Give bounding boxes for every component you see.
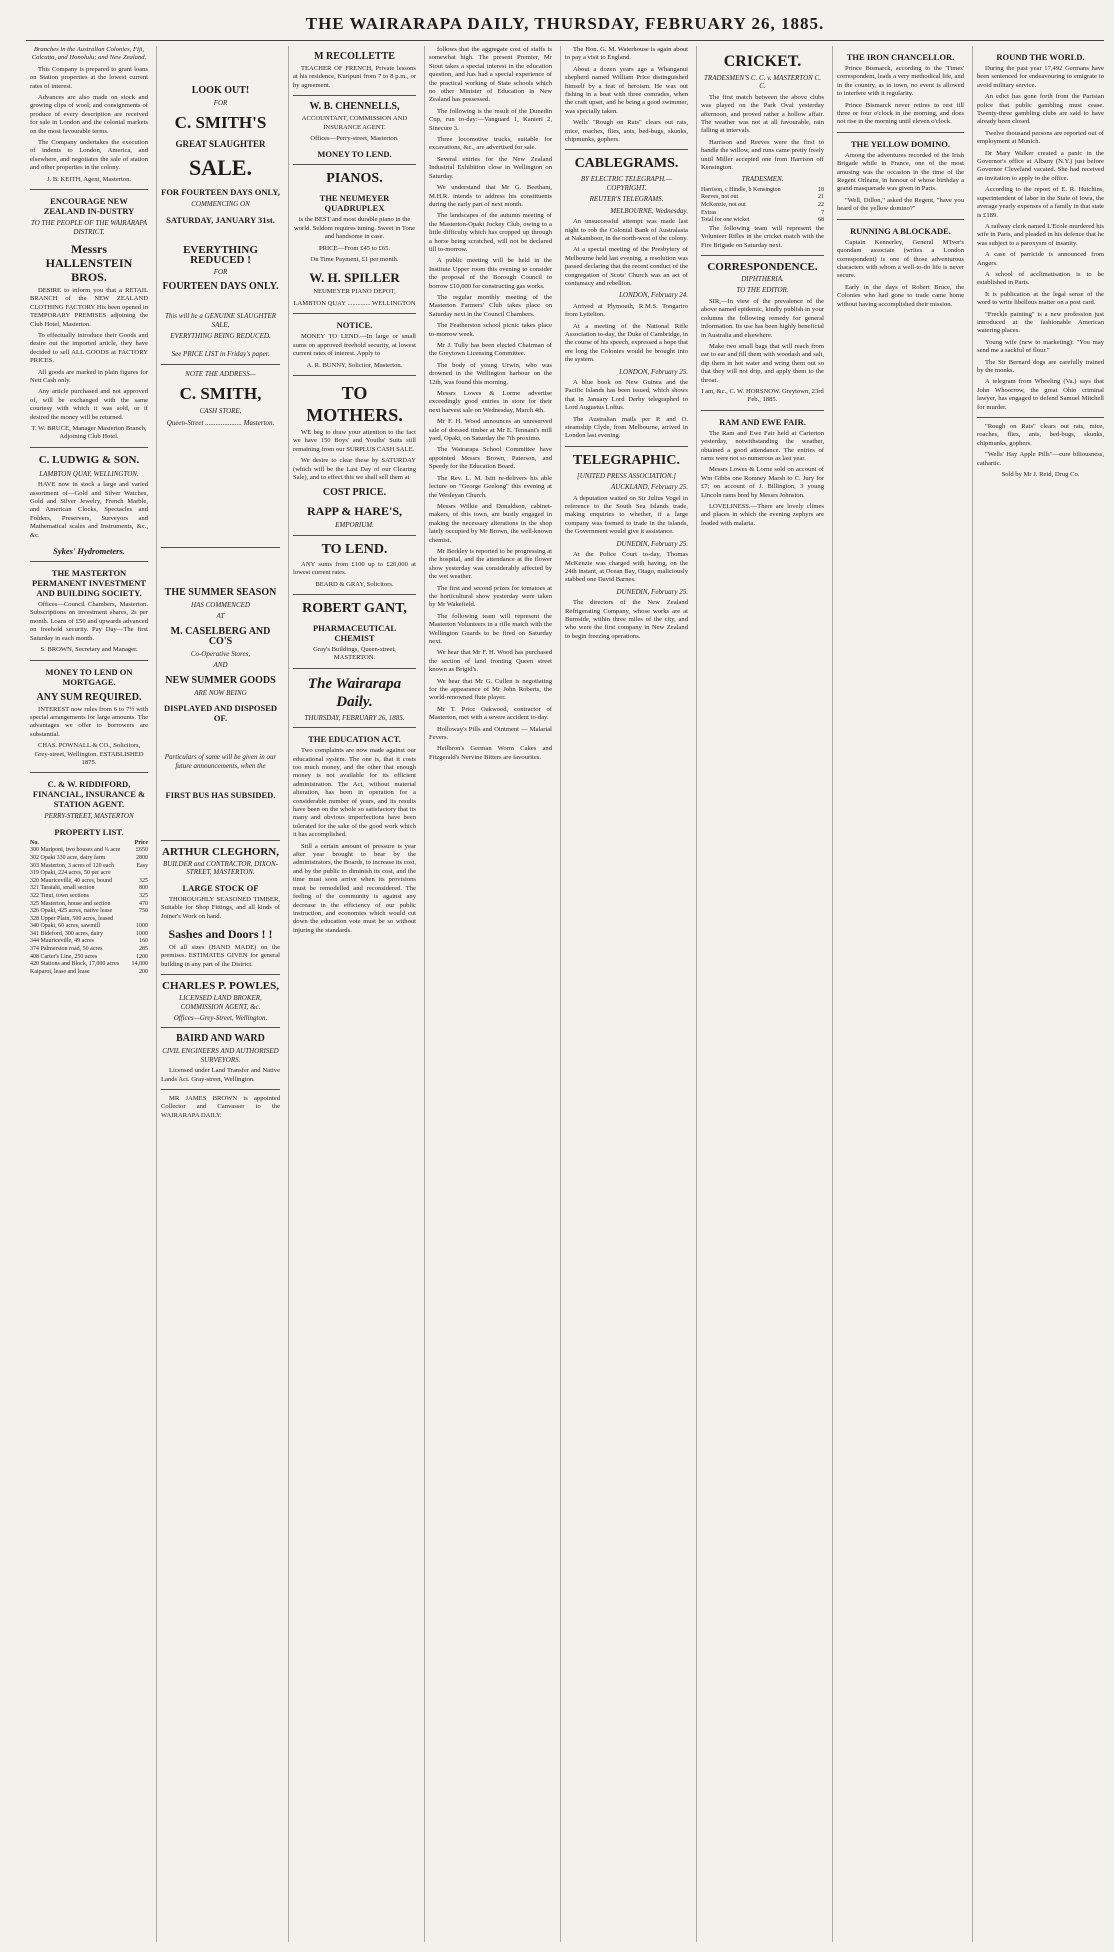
batsman-name: Reeves, not out	[701, 194, 739, 201]
editorial-text-18: The first and second prizes for tomatoes at the horticultural show yesterday were taken by Mr Wakefield.	[429, 584, 552, 609]
to-lend-text: ANY sums from £100 up to £20,000 at lowest current rates.	[293, 560, 416, 577]
property-description: 321 Taratahi, small section	[30, 885, 95, 892]
summer-at: AT	[216, 612, 225, 621]
tally-row	[701, 217, 824, 225]
column-6	[696, 46, 828, 1942]
reuter-label: REUTER'S TELEGRAMS.	[589, 195, 664, 204]
gant-heading: ROBERT GANT,	[302, 600, 407, 616]
hallenstein-text-3: All goods are marked in plain figures for Nett Cash only.	[30, 368, 148, 384]
everything-reduced: EVERYTHING REDUCED !	[183, 243, 258, 266]
property-price: 325	[139, 892, 148, 899]
mothers-heading: TO MOTHERS.	[306, 382, 403, 425]
price-list-text: See PRICE LIST in Friday's paper.	[171, 350, 270, 359]
cash-store: CASH STORE,	[199, 407, 242, 416]
property-description: 300 Mariponi, two houses and ¼ acre	[30, 847, 121, 854]
divider	[30, 772, 148, 773]
edu-act-heading: THE EDUCATION ACT.	[308, 734, 401, 745]
editorial-text-4: Several entries for the New Zealand Industrial Exhibition close in Wellington on Saturday.	[429, 155, 552, 180]
editorial-text-20: We hear that Mr F. H. Wood has purchased the section of land fronting Queen street known as Brigid's.	[429, 649, 552, 674]
edu-text-1: Two complaints are now made against our educational system. The one is, that it costs too much money, and the other that enough money is not available for its efficient administration. The Act, without material alteration, has been in operation for a considerable number of years, and its results have been on the whole so satisfactory that its many and obvious imperfections have been tolerated for the sake of the good work which it has accomplished.	[293, 747, 416, 839]
powles-heading: CHARLES P. POWLES,	[162, 980, 279, 993]
divider	[293, 313, 416, 314]
sale-heading: SALE.	[189, 155, 252, 181]
being-label: ARE NOW BEING	[194, 688, 247, 697]
timber-text: THOROUGHLY SEASONED TIMBER, Suitable for Shop Fittings, and all kinds of Joiner's Work on hand.	[161, 895, 280, 920]
smith-heading: C. SMITH'S	[174, 113, 267, 133]
round-text-3: Twelve thousand persons are reported out of employment at Munich.	[977, 129, 1104, 146]
property-price: 750	[139, 908, 148, 915]
divider	[701, 255, 824, 256]
divider	[30, 189, 148, 190]
property-description: 322 Tinui, town sections	[30, 892, 90, 899]
news-text-3: Wells' "Rough on Rats" clears out rats, mice, roaches, flies, ants, bed-bugs, skunks, chipmunks, gophers.	[565, 119, 688, 144]
editorial-text-12: Messrs Lowes & Lorme advertise exceedingly good entries in store for their next harvest sale on Wednesday, March 4th.	[429, 390, 552, 414]
property-row	[30, 938, 148, 946]
hallenstein-text-4: Any article purchased and not approved of, will be exchanged with the same courtesy with which it was sold, or if desired the money will be returned.	[30, 388, 148, 421]
bruce-signature: T. W. BRUCE, Manager Masterton Branch, Adjoining Club Hotel.	[31, 425, 147, 441]
property-price	[145, 870, 148, 878]
tally-row	[701, 194, 824, 202]
round-text-12: The Sir Bernard dogs are carefully trained by the monks.	[977, 358, 1104, 374]
divider	[565, 149, 688, 150]
cricket-sub: TRADESMEN'S C. C. v. MASTERTON C. C.	[704, 74, 821, 91]
property-row	[30, 893, 148, 901]
divider	[161, 547, 280, 548]
editorial-text-14: The Wairarapa School Committee have appointed Messrs Brown, Paterson, and Speedy for the Education Board.	[429, 446, 552, 471]
editorial-text-22: Mr T. Price Oakwood, contractor of Masterton, met with a severe accident to-day.	[429, 705, 552, 722]
batsman-name: Total for one wicket	[701, 217, 750, 224]
bank-text-2: Advances are also made on stock and growing clips of wool; and consignments of produce of every description are received for sale in London and the colonial markets on the most favourable terms.	[30, 94, 148, 135]
property-price: 285	[139, 946, 148, 953]
rats-advert: "Rough on Rats" clears out rats, mice, roaches, flies, ants, bed-bugs, skunks, chipmunks, gophers.	[977, 423, 1104, 447]
ludwig-heading: C. LUDWIG & SON.	[38, 453, 140, 466]
property-price: 470	[139, 900, 148, 907]
news-text-2: About a dozen years ago a Whanganui shepherd named William Price distinguished himself by a feat of heroism. He was out fishing in a boat with three comrades, when the craft upset, and he being a good swimmer, was specially taken.	[565, 65, 688, 115]
property-header-row	[30, 840, 148, 848]
ram-text: The Ram and Ewe Fair held at Carterton yesterday, notwithstanding the weather, obtained a good attendance. The entries of rams were not so numerous as last year.	[701, 429, 824, 462]
property-row	[30, 969, 148, 977]
property-description: 344 Mauriceville, 49 acres	[30, 938, 94, 945]
for-label-2: FOR	[213, 267, 228, 276]
loveliness-text: LOVELINESS.—There are lovely climes and places in which the evening zephyrs are loaded with malaria.	[701, 503, 824, 527]
caselberg-heading: M. CASELBERG AND CO'S	[170, 625, 271, 647]
and-label: AND	[213, 661, 228, 670]
diphtheria-text-2: Make two small bags that will reach from ear to ear and fill them with woodash and salt, dip them in hot water and wring them out so that they will not drip, and apply them to the throat.	[701, 342, 824, 384]
divider	[837, 132, 964, 133]
column-7	[832, 46, 968, 1942]
property-price: £650	[136, 847, 148, 854]
dunedin-text-2: The directors of the New Zealand Refrigerating Company, whose works are at Burnside, within three miles of the city, and who were the first company in New Zealand to begin freezing operations.	[565, 599, 688, 640]
editorial-text-10: Mr J. Tully has been elected Chairman of the Greytown Licensing Committee.	[429, 342, 552, 358]
sashes-text: Of all sizes (HAND MADE) on the premises. ESTIMATES GIVEN for general building in any part of the District.	[161, 943, 280, 968]
summer-commenced: HAS COMMENCED	[191, 601, 250, 610]
summer-heading: THE SUMMER SEASON	[164, 587, 277, 599]
round-text-8: A school of acclimatisation is to be established in Paris.	[977, 270, 1104, 287]
divider	[293, 668, 416, 669]
property-row	[30, 878, 148, 886]
paper-title: The Wairarapa Daily.	[307, 675, 402, 710]
spiller-heading: W. H. SPILLER	[309, 270, 400, 286]
quadruplex-heading: THE NEUMEYER QUADRUPLEX	[319, 193, 390, 214]
diphtheria-text: SIR,—In view of the prevalence of the above named epidemic, kindly publish in your columns the following remedy for general information. Its use has been highly beneficial in Australia and elsewhere.	[701, 297, 824, 339]
cost-price-heading: COST PRICE.	[322, 487, 387, 499]
divider	[837, 219, 964, 220]
time-payment-text: On Time Payment, £1 per month.	[310, 256, 399, 264]
ludwig-text: HAVE now in stock a large and varied assortment of—Gold and Silver Watches, Gold and Silver Jewelry, French Marble, and American Clocks, Spectacles and Folders, Preservers, Surveyors and Mathematical scales and Instruments, &c., &c.	[30, 481, 148, 539]
sykes-heading: Sykes' Hydrometers.	[53, 546, 125, 557]
cleghorn-heading: ARTHUR CLEGHORN,	[162, 845, 279, 858]
editorial-text-15: The Rev. L. M. Isitt re-delivers his able lecture on "George Geelong" this evening at the Wesleyan Church.	[429, 474, 552, 499]
encourage-sub: TO THE PEOPLE OF THE WAIRARAPA DISTRICT.	[30, 219, 148, 236]
hallenstein-text-2: To effectually introduce their Goods and desire out the imported article, they have decided to sell ALL GOODS at FACTORY PRICES.	[30, 331, 148, 365]
divider	[30, 561, 148, 562]
property-price: 1000	[136, 930, 148, 937]
riddiford-heading: C. & W. RIDDIFORD, FINANCIAL, INSURANCE & STATION AGENT.	[32, 779, 146, 810]
iron-text-2: Prince Bismarck never retires to rest till three or four o'clock in the morning, and does not rise in the morning until eleven o'clock.	[837, 101, 964, 126]
chennells-text: ACCOUNTANT, COMMISSION AND INSURANCE AGENT.	[301, 115, 408, 131]
money-heading: MONEY TO LEND ON MORTGAGE.	[45, 666, 133, 687]
property-row	[30, 901, 148, 909]
property-description: 341 Bideford, 300 acres, dairy	[30, 930, 103, 937]
bank-text-3: The Company undertakes the execution of indents to London, America, and elsewhere, and negotiates the sale of station and other properties in the colony.	[30, 139, 148, 172]
property-row	[30, 916, 148, 924]
cleghorn-sub: BUILDER and CONTRACTOR, DIXON-STREET, MASTERTON.	[163, 859, 278, 877]
property-price: 800	[139, 885, 148, 892]
editorial-text-16: Messrs Wilkie and Donaldson, cabinet-makers, of this town, are busily engaged in making the necessary alterations in the shop lately occupied by Mr Brown, the well-known chemist.	[429, 502, 552, 544]
queen-street: Queen-Street ..................... Masterton.	[166, 418, 275, 427]
editorial-text-19: The following team will represent the Masterton Volunteers in a rifle match with the Wellington Guards to be fired on Saturday next.	[429, 612, 552, 645]
bank-signature: J. B. KEITH, Agent, Masterton.	[46, 175, 132, 183]
round-text-1: During the past year 17,492 Germans have been sentenced for endeavouring to emigrate to avoid military service.	[977, 65, 1104, 89]
bank-intro: Branches in the Australian Colonies, Fiji, Calcutta, and Honolulu; and New Zealand.	[31, 46, 147, 62]
money-lend-heading: MONEY TO LEND.	[317, 149, 392, 160]
iron-text: Prince Bismarck, according to the 'Times' correspondent, leads a very methodical life, and in the country, as in town, no event is allowed to interfere with it regularity.	[837, 65, 964, 98]
column-5	[560, 46, 692, 1942]
large-stock-heading: LARGE STOCK OF	[182, 882, 259, 893]
round-text-4: Dr Mary Walker created a panic in the Governor's office at Albany (N.Y.) just before Governor Cleveland vacated. She had received an invitation to apply to the office.	[977, 149, 1104, 182]
editorial-text-1: follows that the aggregate cost of staffs is somewhat high. The present Premier, Mr Stout takes a special interest in the education question, and has had a special experience of the practical working of State schools which no other Minister of Education in New Zealand has possessed.	[429, 46, 552, 104]
permanent-signature: S. BROWN, Secretary and Manager.	[40, 646, 138, 654]
divider	[161, 1027, 280, 1028]
property-description: 325 Masterton, house and section	[30, 900, 111, 907]
property-price: 2800	[136, 854, 148, 861]
property-description: 374 Palmerston road, 50 acres	[30, 946, 103, 953]
editorial-text-11: The body of young Urwin, who was drowned in the Wellington harbour on the 12th, was found this morning.	[429, 361, 552, 386]
round-text-5: According to the report of E. R. Hutchins, superintendent of labor in the State of Iowa, the average yearly expenses of a family in that state is £189.	[977, 186, 1104, 219]
baird-text: Licensed under Land Transfer and Native Lands Act. Gray-street, Wellington.	[161, 1067, 280, 1083]
cricket-text: The first match between the above clubs was played on the Park Oval yesterday afternoon, and proved rather a hollow affair. The weather was not at all favourable, rain falling at intervals.	[701, 93, 824, 135]
property-heading: PROPERTY LIST.	[54, 826, 124, 837]
property-row	[30, 908, 148, 916]
score-tally	[701, 187, 824, 225]
batsman-runs: 68	[818, 217, 824, 224]
property-row	[30, 885, 148, 893]
sale-date: SATURDAY, JANUARY 31st.	[166, 214, 275, 225]
batsman-runs: 22	[818, 202, 824, 209]
editorial-text-21: We hear that Mr G. Cullen is negotiating for the appearance of Mr John Roberts, the world-renowned flute player.	[429, 677, 552, 702]
property-description: 302 Opaki 330 acre, dairy farm	[30, 854, 106, 861]
spiller-address: LAMBTON QUAY .............. WELLINGTON	[293, 299, 416, 307]
round-text-2: An edict has gone forth from the Parisian police that public gambling must cease. Twenty-three gambling clubs are said to have already been closed.	[977, 93, 1104, 126]
recollette-text: TEACHER OF FRENCH, Private lessons at his residence, Kuripuni from 7 to 8 p.m., or by agreement.	[293, 65, 416, 89]
divider	[30, 660, 148, 661]
powles-sub: LICENSED LAND BROKER, COMMISSION AGENT, &c.	[179, 994, 262, 1011]
note-address: NOTE THE ADDRESS—	[185, 369, 256, 378]
chennells-offices: Offices—Perry-street, Masterton.	[310, 135, 399, 143]
new-goods-heading: NEW SUMMER GOODS	[165, 674, 276, 686]
editorial-text-17: Mr Berkley is reported to be progressing at the hospital, and the attendance at the flower show yesterday was considerably affected by the wet weather.	[429, 547, 552, 581]
running-text: Captain Kennerley, General M'Iver's quondam associate (writes a London correspondent) is one of those adventurous characters with whom a well-to-do life is never secure.	[837, 238, 964, 280]
property-price: 325	[139, 877, 148, 884]
diphtheria-heading: DIPHTHERIA.	[741, 275, 784, 284]
telegraphic-sub: [UNITED PRESS ASSOCIATION.]	[577, 471, 676, 480]
melbourne-dateline: MELBOURNE, Wednesday.	[610, 206, 688, 215]
london-text-1: Arrived at Plymouth, R.M.S. Tongariro from Lyttelton.	[565, 302, 688, 319]
property-description: 328 Upper Plain, 500 acres, leased	[30, 915, 114, 922]
riddiford-sub: PERRY-STREET, MASTERTON	[44, 812, 134, 821]
bunny-signature: A. R. BUNNY, Solicitor, Masterton.	[306, 361, 403, 369]
beard-signature: BEARD & GRAY, Solicitors.	[315, 580, 394, 588]
permanent-heading: THE MASTERTON PERMANENT INVESTMENT AND BUILDING SOCIETY.	[32, 568, 146, 599]
hallenstein-text-1: DESIRE to inform you that a RETAIL BRANCH of the NEW ZEALAND CLOTHING FACTORY His been opened in TEMPORARY PREMISES adjoining the Club Hotel, Masterton.	[30, 286, 148, 328]
property-price: 200	[139, 968, 148, 975]
particulars-text: Particulars of same will be given in our future announcements, when the	[164, 753, 277, 770]
divider	[293, 535, 416, 536]
news-text-1: The Hon. G. M. Waterhouse is again about to pay a visit to England.	[565, 46, 688, 62]
running-text-2: Early in the days of Robert Bruce, the Colonies who had gone to trade came home without having accomplished their mission.	[837, 283, 964, 308]
london-text-3: A blue book on New Guinea and the Pacific Islands has been issued, which shows that in January Lord Derby telegraphed to Lord Augustus Loftus.	[565, 379, 688, 412]
column-8	[972, 46, 1108, 1942]
divider	[565, 446, 688, 447]
mothers-text: WE beg to draw your attention to the fact we have 150 Boys' and Youths' Suits still remaining from our SURPLUS CASH SALE.	[293, 428, 416, 453]
divider	[161, 1089, 280, 1090]
editorial-text-8: The regular monthly meeting of the Masterton Farmers' Club takes place on Saturday next in the Council Chambers.	[429, 293, 552, 318]
cricket-heading: CRICKET.	[723, 53, 802, 70]
divider	[293, 727, 416, 728]
property-row	[30, 847, 148, 855]
round-heading: ROUND THE WORLD.	[996, 52, 1085, 62]
divider	[701, 410, 824, 411]
pianos-heading: PIANOS.	[326, 171, 383, 187]
chennells-heading: W. B. CHENNELLS,	[309, 101, 400, 113]
correspondence-heading: CORRESPONDENCE.	[707, 261, 818, 274]
masthead-title: THE WAIRARAPA DAILY, THURSDAY, FEBRUARY 26, 1885.	[305, 14, 825, 33]
dunedin-dateline-1: DUNEDIN, February 25.	[616, 539, 688, 548]
divider	[161, 840, 280, 841]
property-row	[30, 870, 148, 878]
any-sum-text: INTEREST now rules from 6 to 7½ with special arrangements for large amounts. The advantages we offer to borrowers are substantial.	[30, 705, 148, 738]
property-no-header: No.	[30, 839, 39, 846]
round-text-10: "Freckle painting" is a new profession just introduced at the fashionable American watering places.	[977, 310, 1104, 335]
edu-text-2: Still a certain amount of pressure is year after year brought to bear by the administrators, the Boards, to increase its cost, and by the public to diminish its cost, and the time must soon arrive when its provisions must be remodelled and reconsidered. The feeling of the community is against any decrease in the efficiency of our public instruction, and economies which would cut down the education vote must be so without injuring the standards.	[293, 842, 416, 934]
melbourne-text: An unsuccessful attempt was made last night to rob the Colonial Bank of Australasia at Nakamboor, in the north-west of the colony.	[565, 218, 688, 242]
property-price: 1000	[136, 923, 148, 930]
gant-sub: PHARMACEUTICAL CHEMIST	[312, 622, 397, 643]
divider	[161, 364, 280, 365]
property-list	[30, 847, 148, 976]
permanent-text: Offices—Council Chambers, Masterton. Subscriptions on investment shares, 2s per month. Loans of £50 and upwards advanced on freehold security. Pay Day—The first Saturday in each month.	[30, 601, 148, 642]
spiller-text: NEUMEYER PIANO DEPOT,	[313, 288, 396, 296]
editorial-text-6: The landscapes of the autumn meeting of the Masterton-Opaki Jockey Club, owing to a little difficulty which has cropped up through a horse being scratched, will not be declared till to-morrow.	[429, 212, 552, 253]
any-sum-heading: ANY SUM REQUIRED.	[36, 691, 142, 703]
first-bus-text: FIRST BUS HAS SUBSIDED.	[165, 789, 276, 800]
editorial-text-7: A public meeting will be held in the Institute Upper room this evening to consider the proposal of the Borough Council to borrow £10,000 for constructing gas works.	[429, 257, 552, 290]
property-price	[145, 916, 148, 924]
mothers-text-2: We desire to clear these by SATURDAY (which will be the Last Day of our Clearing Sale), and to effect this we shall sell them at	[293, 457, 416, 481]
property-description: 319 Opaki, 224 acres, 50 per acre	[30, 870, 111, 877]
tally-heading: TRADESMEN.	[741, 175, 784, 184]
coop-stores: Co-Operative Stores,	[190, 649, 251, 658]
batsman-runs: 18	[818, 186, 824, 193]
price-text: PRICE—From £45 to £65.	[318, 244, 391, 252]
slaughter-heading: GREAT SLAUGHTER	[175, 139, 266, 150]
editorial-text-9: The Featherston school picnic takes place to-morrow week.	[429, 322, 552, 338]
melbourne-text-2: At a special meeting of the Presbytery of Melbourne held last evening, a resolution was passed declaring that the recent conduct of the congregation of Scots' Church was an act of contumacy and rebellion.	[565, 246, 688, 287]
auckland-text: A deputation waited on Sir Julius Vogel in reference to the South Sea Islands trade, making enquiries to whether, if a large company was formed to trade in the islands, the Government would give it assistance.	[565, 494, 688, 536]
round-text-13: A telegram from Wheeling (Va.) says that John Whoorrow, the great Ohio criminal lawyer, has engaged to defend Samuel Mitchell for murder.	[977, 378, 1104, 411]
property-description: 340 Opaki, 60 acres, sawmill	[30, 923, 100, 930]
pownall-signature: CHAS. POWNALL & CO., Solicitors, Grey-street, Wellington. ESTABLISHED 1875.	[34, 742, 144, 766]
property-price-header: Price	[134, 839, 148, 846]
cables-sub: BY ELECTRIC TELEGRAPH.—COPYRIGHT.	[580, 175, 673, 192]
property-row	[30, 923, 148, 931]
ram-text-2: Messrs Lowes & Lorne sold on account of Wm Gibbs one Romney Marsh to C. Jury for £7; on account of J. Billington, 3 young Lincoln rams bred by Messrs Johnston.	[701, 466, 824, 499]
quadruplex-text: is the BEST and most durable piano in the world. Seldom requires tuning. Sweet in Tone and handsome in case.	[293, 216, 416, 241]
wells-signature: Sold by Mr J. Reid, Drug Co.	[1001, 471, 1080, 479]
round-text-6: A railway clerk named L'Ecole murdered his wife in Paris, and pleaded in his defence that he was subject to a paroxysm of insanity.	[977, 222, 1104, 247]
london-text-4: The Australian mails per P. and O. steamship Clyde, from Melbourne, arrived in London last evening.	[565, 415, 688, 440]
editorial-text-23: Holloway's Pills and Ointment — Malarial Fevers.	[429, 725, 552, 742]
notice-text: MONEY TO LEND.—In large or small sums on approved freehold security, at lowest current rates of interest. Apply to	[293, 333, 416, 358]
property-description: 326 Opaki, 425 acres, native lease	[30, 908, 113, 915]
property-price: 1200	[136, 953, 148, 960]
commencing-label: COMMENCING ON	[191, 200, 250, 209]
wells-advert: "Wells' Hay Apple Pills"—cure biliousness, cathartic.	[977, 451, 1104, 467]
london-text-2: At a meeting of the National Rifle Association to-day, the Duke of Cambridge, in the course of his speech, expressed a hope that ere long the Colonies would be brought into the system.	[565, 322, 688, 364]
divider	[293, 594, 416, 595]
property-description: Kaiparoi, lease and lease	[30, 968, 90, 975]
column-3	[288, 46, 420, 1942]
round-text-11: Young wife (new to marketing): "You may send me a sackful of flour."	[977, 338, 1104, 355]
batsman-runs: 21	[818, 194, 824, 201]
yellow-text: Among the adventures recorded of the Irish Brigade while in France, one of the most amusing was the occasion in the time of the Regent Orleans, in honour of whose birthday a grand masquerade was given in Paris.	[837, 151, 964, 193]
being-reduced-text: EVERYTHING BEING REDUCED.	[170, 332, 271, 341]
displayed-heading: DISPLAYED AND DISPOSED OF.	[163, 703, 278, 724]
running-heading: RUNNING A BLOCKADE.	[850, 225, 951, 236]
divider	[977, 417, 1104, 418]
tally-row	[701, 202, 824, 210]
bank-text-1: This Company is prepared to grant loans on Station properties at the lowest current rates of interest.	[30, 65, 148, 90]
property-price: Easy	[136, 862, 148, 869]
to-editor: TO THE EDITOR.	[736, 286, 789, 295]
editorial-text-24: Heilbron's German Worm Cakes and Fitzgerald's Nervine Bitters are favourites.	[429, 745, 552, 761]
london-dateline-1: LONDON, February 24.	[619, 291, 688, 300]
sashes-heading: Sashes and Doors ! !	[168, 926, 273, 941]
smith-heading-2: C. SMITH,	[179, 384, 262, 404]
gant-address: Gray's Buildings, Queen-street, MASTERTON.	[313, 645, 396, 662]
divider	[293, 95, 416, 96]
ludwig-sub: LAMBTON QUAY, WELLINGTON.	[39, 469, 139, 478]
column-1	[26, 46, 152, 1942]
baird-heading: BAIRD AND WARD	[176, 1033, 265, 1045]
look-out-heading: LOOK OUT!	[191, 85, 250, 96]
batsman-runs: 7	[821, 209, 824, 216]
divider	[293, 164, 416, 165]
for-label: FOR	[213, 99, 228, 107]
batsman-name: McKenzie, not out	[701, 202, 746, 209]
property-price: 14,000	[131, 961, 148, 968]
batsman-name: Extras	[701, 209, 717, 216]
telegraphic-heading: TELEGRAPHIC.	[573, 452, 680, 468]
editorial-text-2: The following is the result of the Dunedin Cup, run to-day:—Vanguard 1, Kanieri 2, Sinecure 3.	[429, 107, 552, 132]
powles-offices: Offices—Grey-Street, Wellington.	[173, 1013, 268, 1022]
column-4	[424, 46, 556, 1942]
divider	[161, 974, 280, 975]
batsman-name: Harrison, c Hindle, b Kensington	[701, 186, 781, 193]
genuine-text: This will be a GENUINE SLAUGHTER SALE,	[164, 312, 277, 329]
round-text-9: It is publication at the legal sense of the word to write libellous matter on a post card.	[977, 290, 1104, 307]
to-lend-heading: TO LEND.	[321, 541, 388, 557]
fortnight-heading-2: FOURTEEN DAYS ONLY.	[162, 281, 279, 293]
divider	[293, 375, 416, 376]
editorial-text-13: Mr F. H. Wood announces an unreserved sale of dressed timber at Mr E. Tennant's mill yard, Opaki, on Saturday the 7th proximo.	[429, 418, 552, 443]
property-row	[30, 863, 148, 871]
property-row	[30, 855, 148, 863]
baird-sub: CIVIL ENGINEERS AND AUTHORISED SURVEYORS.	[162, 1047, 279, 1064]
cricket-text-3: The following team will represent the Volunteer Rifles in the cricket match with the Fire Brigade on Saturday next.	[701, 224, 824, 249]
tally-row	[701, 187, 824, 195]
rapp-heading: RAPP & HARE'S,	[306, 504, 402, 519]
divider	[30, 447, 148, 448]
ram-heading: RAM AND EWE FAIR.	[719, 416, 806, 427]
hallenstein-heading: Messrs HALLENSTEIN BROS.	[45, 241, 133, 284]
masthead	[26, 10, 1104, 41]
cricket-text-2: Harrison and Reeves were the first to handle the willow, and runs came pretty freely until Miller accepted one from Harrison off Kensington.	[701, 138, 824, 172]
property-row	[30, 946, 148, 954]
editorial-text-3: Three locomotive trucks, suitable for excavations, &c., are advertised for sale.	[429, 136, 552, 152]
james-brown-text: MR JAMES BROWN is appointed Collector and Canvasser to the WAIRARAPA DAILY.	[161, 1095, 280, 1119]
recollette-heading: M RECOLLETTE	[314, 51, 395, 62]
iron-heading: THE IRON CHANCELLOR.	[846, 52, 955, 62]
property-description: 408 Carter's Line, 250 acres	[30, 953, 98, 960]
yellow-heading: THE YELLOW DOMINO.	[851, 138, 950, 149]
property-row	[30, 931, 148, 939]
fortnight-heading: FOR FOURTEEN DAYS ONLY,	[161, 187, 280, 198]
paper-date: THURSDAY, FEBRUARY 26, 1885.	[304, 713, 405, 722]
london-dateline-2: LONDON, February 25.	[619, 367, 688, 376]
property-price: 160	[139, 938, 148, 945]
property-description: 320 Mauriceville, 40 acres, bound	[30, 877, 112, 884]
round-text-7: A case of parricide is announced from Angers.	[977, 251, 1104, 267]
auckland-dateline: AUCKLAND, February 25.	[611, 483, 688, 492]
editorial-text-5: We understand that Mr G. Beetham, M.H.R. intends to address his constituents during the early part of next month.	[429, 184, 552, 208]
diphtheria-signature: I am, &c., C. W. HORSNOW. Greytown, 23rd Feb., 1885.	[701, 387, 824, 404]
cables-heading: CABLEGRAMS.	[574, 156, 679, 172]
notice-heading: NOTICE.	[336, 320, 373, 331]
dunedin-dateline-2: DUNEDIN, February 25.	[616, 587, 688, 596]
column-2	[156, 46, 284, 1942]
dunedin-text-1: At the Police Court to-day, Thomas McKenzie was charged with having, on the 24th instant, at Ocean Bay, Otago, maliciously stabbed one David Barnes.	[565, 551, 688, 584]
encourage-heading: ENCOURAGE NEW ZEALAND IN-DUSTRY	[43, 196, 135, 217]
property-description: 303 Masterton, 3 acres of 120 each	[30, 862, 115, 869]
property-description: 420 Stations and Block, 17,000 acres	[30, 961, 120, 968]
yellow-text-2: "Well, Dillon," asked the Regent, "have you heard of the yellow domino?"	[837, 196, 964, 213]
emporium-label: EMPORIUM.	[335, 521, 374, 530]
property-row	[30, 961, 148, 969]
property-row	[30, 954, 148, 962]
